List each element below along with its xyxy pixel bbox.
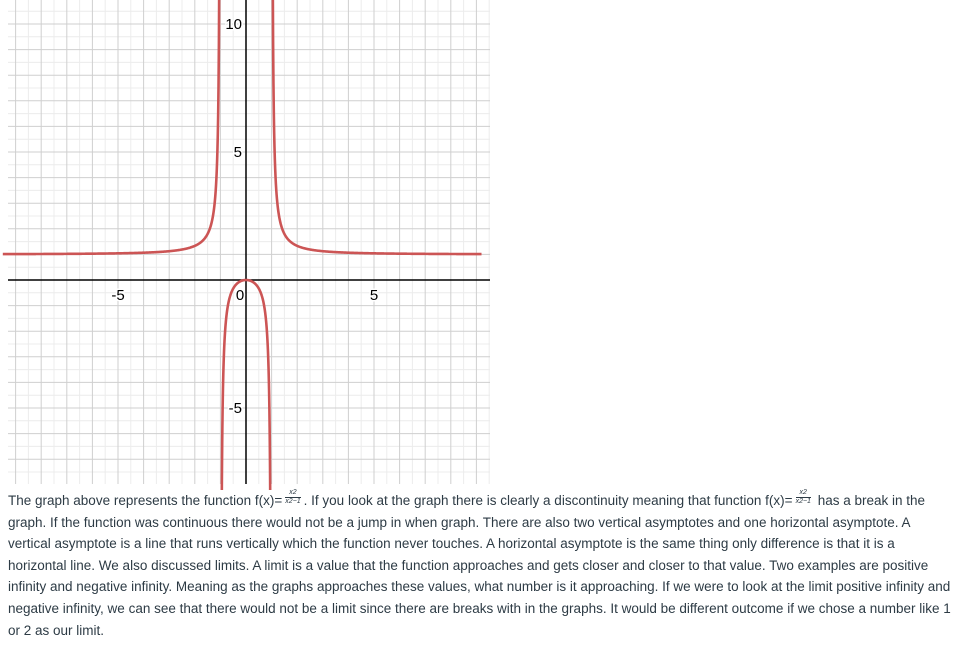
essay-text-1: The graph above represents the function f(x)= xyxy=(8,493,283,508)
y-tick-label--5: -5 xyxy=(228,400,242,417)
fraction-x2-over-x2-minus-1 xyxy=(285,489,300,506)
fraction-numerator-second: x2 xyxy=(796,489,811,498)
x-tick-label-5: 5 xyxy=(369,287,379,304)
y-tick-label-5: 5 xyxy=(233,144,242,161)
minor-gridlines xyxy=(8,0,490,484)
essay-text-3: has a break in the graph. If the function was continuous there would not be a jump in when graph. There are also two vertical asymptotes and one horizontal asymptote. A vertical asymptote is a line that runs vertically which the function never touches. A horizontal asymptote is the same thing only difference is that it is a horizontal line. We also discussed limits. A limit is a value that the function approaches and gets closer and closer to that value. Two examples are positive infinity and negative infinity. Meaning as the graphs approaches these values, what number is it approaching. If we were to look at the limit positive infinity and negative infinity, we can see that there would not be a limit since there are breaks with in the graphs. It would be different outcome if we chose a number like 1 or 2 as our limit. xyxy=(8,493,951,638)
fraction-denominator-second: x2−1 xyxy=(795,497,811,505)
fraction-numerator: x2 xyxy=(285,489,300,498)
essay-text-2: . If you look at the graph there is clearly a discontinuity meaning that function f(x)= xyxy=(303,493,793,508)
fraction-x2-over-x2-minus-1-second xyxy=(796,489,811,506)
fraction-denominator: x2−1 xyxy=(285,497,301,505)
explanation-paragraph xyxy=(8,490,956,641)
x-tick-label--5: -5 xyxy=(111,287,125,304)
function-curves xyxy=(3,0,482,490)
x-tick-label-0: 0 xyxy=(235,287,245,304)
y-tick-label-10: 10 xyxy=(225,16,242,33)
